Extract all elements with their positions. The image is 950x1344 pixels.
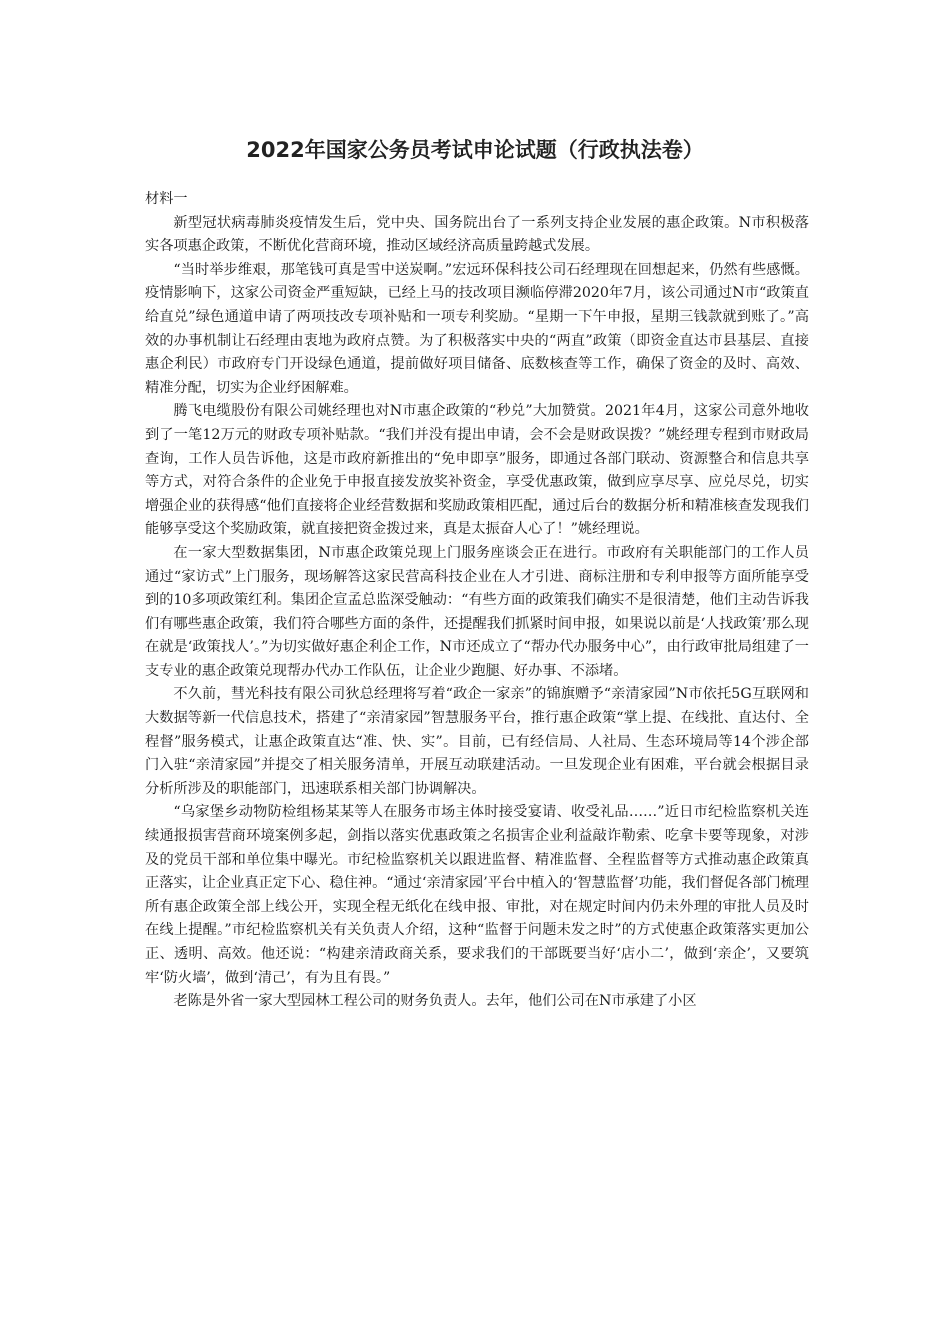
document-body	[145, 188, 809, 1014]
section-label: 材料一	[145, 191, 188, 207]
paragraph: “乌家堡乡动物防检组杨某某等人在服务市场主体时接受宴请、收受礼品……”近日市纪检监察机关连续通报损害营商环境案例多起，剑指以落实优惠政策之名损害企业利益敲诈勒索、吃拿卡要等现象，对涉及的党员干部和单位集中曝光。市纪检监察机关以跟进监督、精准监督、全程监督等方式推动惠企政策真正落实，让企业真正定下心、稳住神。“通过‘亲清家园’平台中植入的‘智慧监督’功能，我们督促各部门梳理所有惠企政策全部上线公开，实现全程无纸化在线申报、审批，对在规定时间内仍未外理的审批人员及时在线上提醒。”市纪检监察机关有关负责人介绍，这种“监督于问题未发之时”的方式使惠企政策落实更加公正、透明、高效。他还说：“构建亲清政商关系，要求我们的干部既要当好‘店小二’，做到‘亲企’，又要筑牢‘防火墙’，做到‘清己’，有为且有畏。”	[145, 804, 809, 986]
paragraph: 老陈是外省一家大型园林工程公司的财务负责人。去年，他们公司在N市承建了小区	[173, 993, 697, 1010]
paragraph: “当时举步维艰，那笔钱可真是雪中送炭啊。”宏远环保科技公司石经理现在回想起来，仍然有些感慨。疫情影响下，这家公司资金严重短缺，已经上马的技改项目濒临停滞2020年7月，该公司通过N市“政策直给直兑”绿色通道申请了两项技改专项补贴和一项专利奖励。“星期一下午申报，星期三钱款就到账了。”高效的办事机制让石经理由衷地为政府点赞。为了积极落实中央的“两直”政策（即资金直达市县基层、直接惠企利民）市政府专门开设绿色通道，提前做好项目储备、底数核查等工作，确保了资金的及时、高效、精准分配，切实为企业纾困解难。	[145, 261, 809, 396]
document-title: 2022年国家公务员考试申论试题（行政执法卷）	[246, 138, 704, 162]
paragraph: 不久前，彗光科技有限公司狄总经理将写着“政企一家亲”的锦旗赠予“亲清家园”N市依托5G互联网和大数据等新一代信息技术，搭建了“亲清家园”智慧服务平台，推行惠企政策“掌上提、在线批、直达付、全程督”服务模式，让惠企政策直达“准、快、实”。目前，已有经信局、人社局、生态环境局等14个涉企部门入驻“亲清家园”并提交了相关服务清单，开展互动联建活动。一旦发现企业有困难，平台就会根据目录分析所涉及的职能部门，迅速联系相关部门协调解决。	[145, 686, 809, 797]
paragraph: 新型冠状病毒肺炎疫情发生后，党中央、国务院出台了一系列支持企业发展的惠企政策。N市积极落实各项惠企政策，不断优化营商环境，推动区域经济高质量跨越式发展。	[145, 214, 809, 255]
paragraph: 在一家大型数据集团，N市惠企政策兑现上门服务座谈会正在进行。市政府有关职能部门的工作人员通过“家访式”上门服务，现场解答这家民营高科技企业在人才引进、商标注册和专利申报等方面所能享受到的10多项政策红利。集团企宣孟总监深受触动：“有些方面的政策我们确实不是很清楚，他们主动告诉我们有哪些惠企政策，我们符合哪些方面的条件，还提醒我们抓紧时间申报，如果说以前是‘人找政策’那么现在就是‘政策找人’。”为切实做好惠企利企工作，N市还成立了“帮办代办服务中心”，由行政审批局组建了一支专业的惠企政策兑现帮办代办工作队伍，让企业少跑腿、好办事、不添堵。	[145, 544, 809, 679]
paragraph: 腾飞电缆股份有限公司姚经理也对N市惠企政策的“秒兑”大加赞赏。2021年4月，这家公司意外地收到了一笔12万元的财政专项补贴款。“我们并没有提出申请，会不会是财政误拨？”姚经理专程到市财政局查询，工作人员告诉他，这是市政府新推出的“免申即享”服务，即通过各部门联动、资源整合和信息共享等方式，对符合条件的企业免于申报直接发放奖补资金，享受优惠政策，做到应享尽享、应兑尽兑，切实增强企业的获得感“他们直接将企业经营数据和奖励政策相匹配，通过后台的数据分析和精准核查发现我们能够享受这个奖励政策，就直接把资金拨过来，真是太振奋人心了！”姚经理说。	[145, 403, 809, 538]
